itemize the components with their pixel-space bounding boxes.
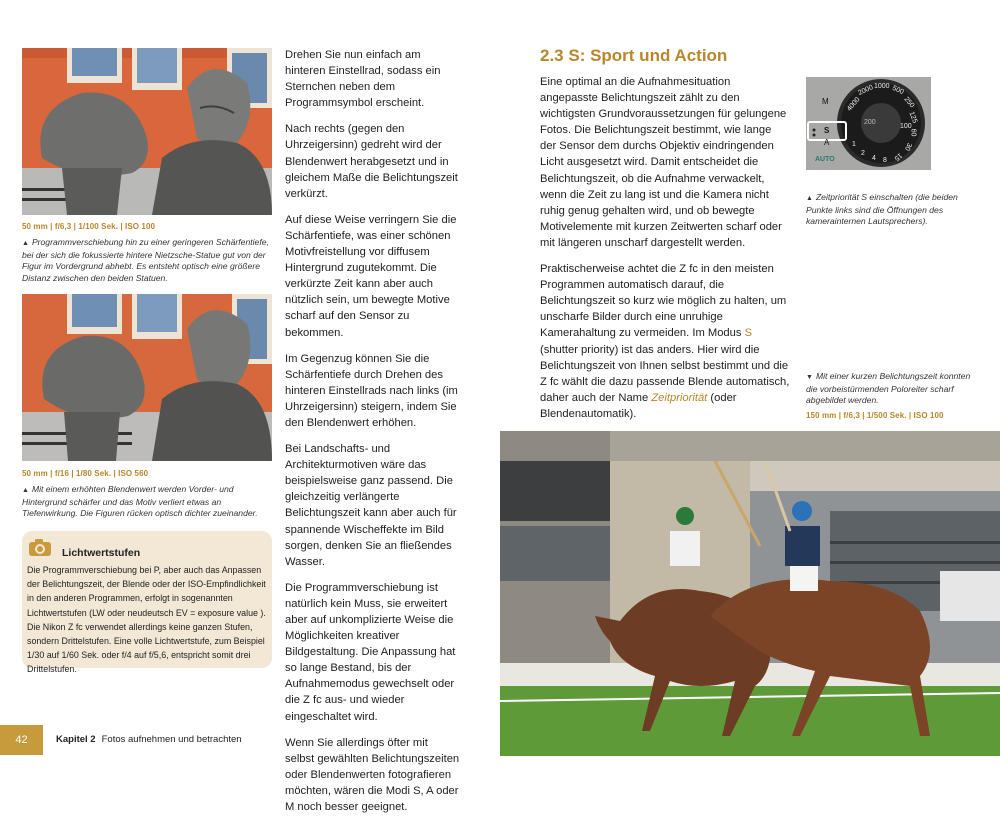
dial-label: 30: [903, 141, 913, 152]
caption-arrow-down-icon: ▼: [806, 374, 813, 381]
photo1-meta: 50 mm | f/6,3 | 1/100 Sek. | ISO 100: [22, 222, 156, 231]
dial-label: 250: [902, 95, 916, 110]
paragraph-part: (shutter priority) ist das anders. Hier wird die Belichtungszeit von Ihnen selbst bestimmt und die Z fc wählt die dazu passende Blende automatisch, daher auch der Name: [540, 343, 790, 404]
zeitprioritaet-term: Zeitpriorität: [651, 391, 708, 404]
dial-label: 200: [864, 119, 876, 126]
paragraph: Nach rechts (gegen den Uhrzeigersinn) gedreht wird der Blendenwert herabgesetzt und in gleichem Maße die Belichtungszeit verkürzt.: [285, 123, 458, 200]
photo1-caption: [22, 237, 272, 284]
paragraph: [540, 261, 790, 422]
paragraph: Im Gegenzug können Sie die Schärfentiefe durch Drehen des hinteren Einstellrads nach links (im Uhrzeigersinn) steigern, indem Sie den Blendenwert erhöhen.: [285, 352, 458, 429]
dial-label: 1000: [874, 83, 890, 90]
left-body-column: [285, 47, 460, 825]
dial-label: 8: [883, 157, 887, 164]
paragraph: Eine optimal an die Aufnahmesituation angepasste Belichtungszeit zählt zu den wichtigsten Grundvoraussetzungen für gelungene Fotos. Die Belichtungszeit bestimmt, wie lange der Sensor dem durchs Objektiv eindringenden Licht ausgesetzt wird. Damit entscheidet die Belichtungszeit, ob die Aufnahme verwackelt, wenn die Zeit zu lang ist und die Kamera nicht ruhig genug gehalten wird, und ob bewegte Motivelemente mit kurzen Zeitwerten scharf oder mit längeren unscharf dargestellt werden.: [540, 76, 787, 249]
dial-label: 1: [852, 141, 856, 148]
dial-caption-text: Zeitpriorität S einschalten (die beiden Punkte links sind die Öffnungen des kamerainternen Lautsprechers).: [806, 192, 958, 226]
dial-label: 2000: [857, 84, 875, 97]
dial-caption: [806, 192, 981, 228]
polo-photo: [500, 431, 1000, 756]
dial-label-s: S: [824, 126, 830, 135]
dial-label: 4000: [846, 96, 862, 113]
statues-photo-shallow-dof: [22, 48, 272, 215]
footer-title: Fotos aufnehmen und betrachten: [101, 734, 242, 745]
polo-caption: [806, 371, 981, 407]
info-box-text: Die Programmverschiebung bei P, aber auch das Anpassen der Belichtungszeit, der Blende oder der ISO-Empfindlichkeit in den anderen Programmen, erfolgt in sogenannten Lichtwertstufen (LW oder neudeutsch EV = exposure value ). Die Nikon Z fc verwendet allerdings keine ganzen Stufen, sondern Drittelstufen. Eine volle Lichtwertstufe, zum Beispiel 1/30 auf 1/60 Sek. oder f/4 auf f/5,6, entspricht somit drei Drittelstufen.: [27, 565, 266, 675]
running-footer: [56, 734, 242, 745]
statues-photo-deep-dof: [22, 294, 272, 461]
page-number: 42: [0, 725, 43, 755]
paragraph-part: Praktischerweise achtet die Z fc in den meisten Programmen automatisch darauf, die Belichtungszeit so kurz wie möglich zu halten, um unscharfe Bilder durch eine unruhige Kamerahaltung zu vermeiden. Im Modus: [540, 263, 787, 340]
section-title: 2.3 S: Sport und Action: [540, 46, 728, 65]
caption-arrow-up-icon: ▲: [22, 487, 29, 494]
polo-meta: 150 mm | f/6,3 | 1/500 Sek. | ISO 100: [806, 411, 944, 420]
photo2-caption: [22, 484, 272, 520]
camera-icon: [28, 537, 52, 557]
dial-label: 60: [909, 128, 917, 137]
caption-arrow-up-icon: ▲: [806, 195, 813, 202]
info-box-title: Lichtwertstufen: [62, 547, 141, 559]
dial-label: 500: [891, 84, 905, 97]
footer-chapter: Kapitel 2: [56, 734, 96, 745]
photo2-caption-text: Mit einem erhöhten Blendenwert werden Vorder- und Hintergrund schärfer und das Motiv verliert etwas an Tiefenwirkung. Die Figuren rücken optisch dichter zueinander.: [22, 484, 258, 518]
photo2-meta: 50 mm | f/16 | 1/80 Sek. | ISO 560: [22, 469, 149, 478]
dial-label: 4: [872, 155, 876, 162]
paragraph-part: (oder Blendenautomatik).: [540, 391, 737, 420]
mode-s-label: S: [744, 327, 753, 340]
dial-label-a: A: [824, 138, 830, 147]
dial-label-auto: AUTO: [815, 156, 835, 163]
caption-arrow-up-icon: ▲: [22, 240, 29, 247]
paragraph: Bei Landschafts- und Architekturmotiven wäre das beispielsweise ganz passend. Die gleichzeitig verlängerte Belichtungszeit kann aber auch für spannende Wischeffekte im Bild sorgen, denken Sie an fließendes Wasser.: [285, 443, 457, 568]
dial-label: 125: [907, 110, 919, 125]
polo-caption-text: Mit einer kurzen Belichtungszeit konnten die vorbeistürmenden Poloreiter scharf abgebildet werden.: [806, 371, 971, 405]
paragraph: Wenn Sie allerdings öfter mit selbst gewählten Belichtungszeiten oder Blendenwerten fotografieren möchten, wären die Modi S, A oder M noch besser geeignet.: [285, 736, 460, 814]
photo1-caption-text: Programmverschiebung hin zu einer geringeren Schärfentiefe, bei der sich die fokussierte hintere Nietzsche-Statue gut von der Figur im Vordergrund abhebt. Es entsteht optisch eine größere Distanz zwischen den beiden Statuen.: [22, 237, 269, 283]
paragraph: Drehen Sie nun einfach am hinteren Einstellrad, sodass ein Sternchen neben dem Programmsymbol erscheint.: [285, 49, 441, 110]
paragraph: Die Programmverschiebung ist natürlich kein Muss, sie erweitert aber auf unkomplizierte Weise die Möglichkeiten kreativer Bildgestaltung. Die Anpassung hat so lange Bestand, bis der Aufnahmemodus gewechselt oder die Z fc aus- und wieder eingeschaltet wird.: [285, 581, 456, 723]
paragraph: Auf diese Weise verringern Sie die Schärfentiefe, was einer schönen Motivfreistellung vor diffusem Hintergrund zugutekommt. Die verkürzte Zeit kann aber auch nützlich sein, um bewegte Motive scharf auf den Sensor zu bekommen.: [285, 213, 457, 339]
shutter-dial-photo: [806, 77, 931, 170]
dial-label: 15: [892, 151, 904, 162]
dial-label: 2: [861, 150, 865, 157]
dial-label-m: M: [822, 97, 829, 106]
dial-label: 100: [900, 123, 912, 130]
